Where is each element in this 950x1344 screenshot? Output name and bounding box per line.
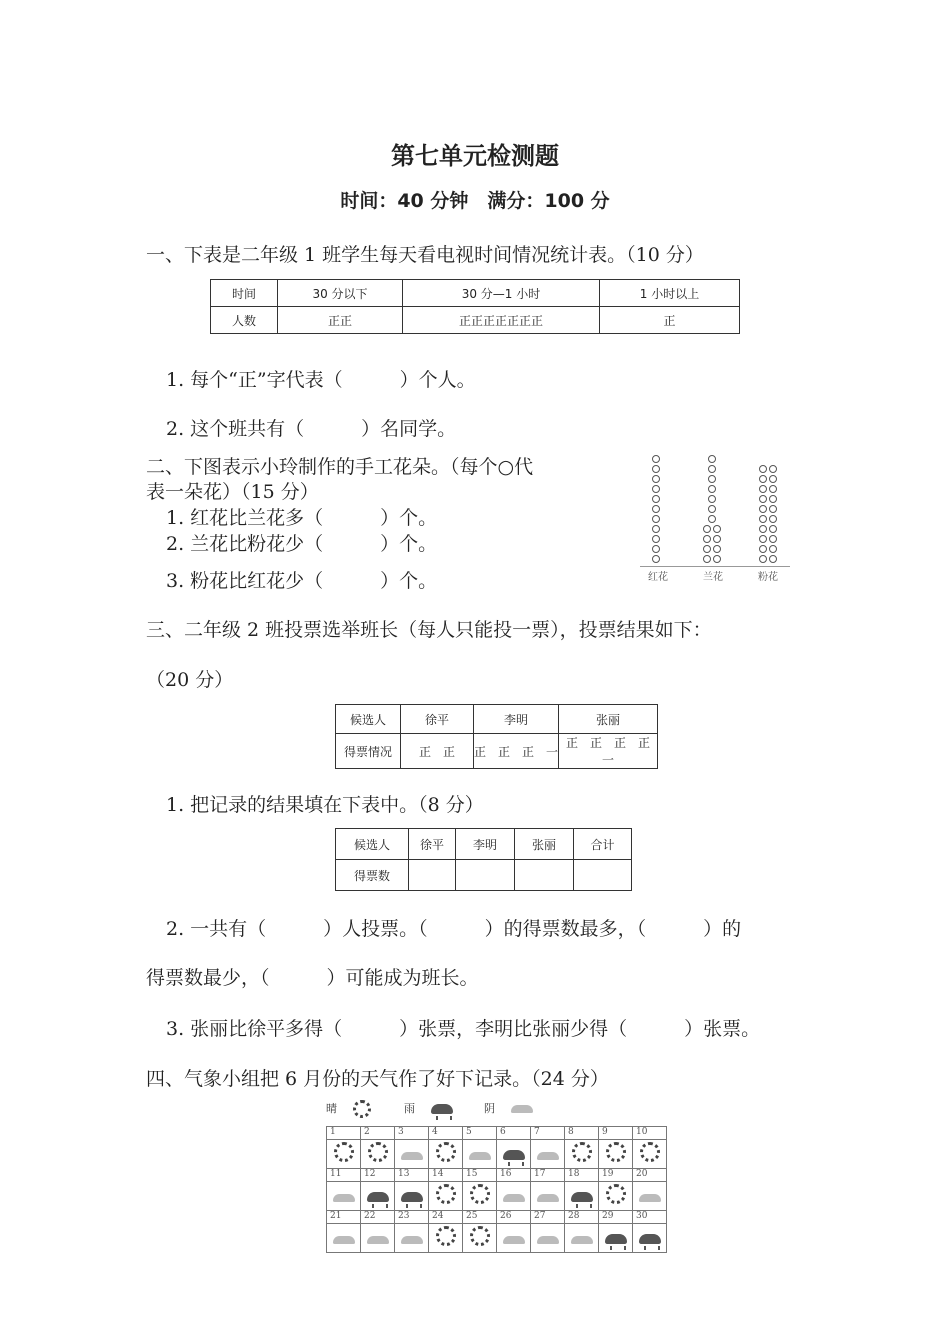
flower-dot xyxy=(652,475,660,483)
flower-dot-row xyxy=(759,525,777,533)
flower-dot xyxy=(652,455,660,463)
flower-dot xyxy=(759,535,767,543)
sun-icon xyxy=(606,1142,626,1162)
blue-flower-column xyxy=(700,453,724,563)
day-number: 27 xyxy=(531,1211,565,1224)
tv-table-header-cell: 时间 xyxy=(211,280,278,307)
day-weather xyxy=(429,1140,463,1169)
sun-icon xyxy=(436,1226,456,1246)
q3-sub2-line1: 2. 一共有（ ）人投票。（ ）的得票数最多，（ ）的 xyxy=(166,918,742,940)
sun-icon xyxy=(572,1142,592,1162)
flower-dot xyxy=(759,525,767,533)
day-number: 25 xyxy=(463,1211,497,1224)
day-number: 23 xyxy=(395,1211,429,1224)
flower-dot xyxy=(769,525,777,533)
cloud-icon xyxy=(333,1194,355,1202)
q4-heading: 四、气象小组把 6 月份的天气作了好下记录。（24 分） xyxy=(146,1068,609,1090)
day-weather xyxy=(633,1182,667,1211)
cloud-icon xyxy=(367,1236,389,1244)
flower-dot-row xyxy=(703,555,721,563)
flower-dot-row xyxy=(703,535,721,543)
tv-table-header-cell: 30 分以下 xyxy=(278,280,403,307)
cloud-icon xyxy=(537,1194,559,1202)
cloud-icon xyxy=(503,1236,525,1244)
tv-table-cell: 正正 xyxy=(278,307,403,334)
sun-icon xyxy=(334,1142,354,1162)
day-number: 8 xyxy=(565,1127,599,1140)
day-number: 16 xyxy=(497,1169,531,1182)
q2-heading-line2: 表一朵花）（15 分） xyxy=(146,481,319,503)
cloud-icon xyxy=(537,1152,559,1160)
day-weather xyxy=(497,1182,531,1211)
q2-sub3: 3. 粉花比红花少（ ）个。 xyxy=(166,570,438,592)
day-number: 5 xyxy=(463,1127,497,1140)
tally-cell: 正 正 正 一 xyxy=(474,734,559,769)
rain-cloud-icon xyxy=(401,1192,423,1202)
count-header-cell: 徐平 xyxy=(409,829,456,860)
red-flower-column xyxy=(644,453,668,563)
tally-cell: 正 正 正 正 一 xyxy=(559,734,658,769)
day-number: 1 xyxy=(327,1127,361,1140)
flower-dot xyxy=(703,555,711,563)
flower-dot-row xyxy=(703,525,721,533)
flower-dot xyxy=(759,465,767,473)
day-weather xyxy=(497,1224,531,1253)
q3-sub1: 1. 把记录的结果填在下表中。（8 分） xyxy=(166,794,484,816)
flower-dot xyxy=(708,515,716,523)
flower-dot-row xyxy=(759,535,777,543)
flower-dot xyxy=(652,555,660,563)
day-weather xyxy=(633,1224,667,1253)
day-number: 2 xyxy=(361,1127,395,1140)
sun-icon xyxy=(436,1184,456,1204)
count-header-cell: 合计 xyxy=(574,829,632,860)
flower-dot xyxy=(759,485,767,493)
day-weather xyxy=(565,1224,599,1253)
tally-header-cell: 徐平 xyxy=(401,705,474,734)
cloud-icon xyxy=(571,1236,593,1244)
flower-dot xyxy=(708,465,716,473)
day-number: 22 xyxy=(361,1211,395,1224)
flower-dot xyxy=(713,545,721,553)
rain-cloud-icon xyxy=(431,1104,453,1114)
flower-dot xyxy=(703,535,711,543)
day-weather xyxy=(429,1182,463,1211)
page-subtitle: 时间：40 分钟 满分：100 分 xyxy=(340,190,610,212)
flower-dot xyxy=(759,555,767,563)
legend-rain-label: 雨 xyxy=(404,1102,415,1115)
tv-table-header-cell: 1 小时以上 xyxy=(600,280,740,307)
day-number: 6 xyxy=(497,1127,531,1140)
day-number: 29 xyxy=(599,1211,633,1224)
rain-cloud-icon xyxy=(639,1234,661,1244)
cloud-icon xyxy=(401,1152,423,1160)
flower-dot xyxy=(708,475,716,483)
day-weather xyxy=(361,1182,395,1211)
count-blank-cell[interactable] xyxy=(456,860,515,891)
day-number: 26 xyxy=(497,1211,531,1224)
day-weather xyxy=(531,1140,565,1169)
count-blank-cell[interactable] xyxy=(409,860,456,891)
count-row-label: 得票数 xyxy=(336,860,409,891)
sun-icon xyxy=(436,1142,456,1162)
flower-dot xyxy=(708,505,716,513)
q3-heading-line2: （20 分） xyxy=(146,669,234,691)
day-weather xyxy=(599,1224,633,1253)
tally-header-cell: 张丽 xyxy=(559,705,658,734)
day-weather xyxy=(633,1140,667,1169)
pink-flower-label: 粉花 xyxy=(758,572,778,583)
flower-dot xyxy=(708,485,716,493)
flower-dot xyxy=(703,525,711,533)
flower-dot-row xyxy=(759,465,777,473)
cloud-icon xyxy=(333,1236,355,1244)
q1-sub1: 1. 每个“正”字代表（ ）个人。 xyxy=(166,369,476,391)
day-number: 20 xyxy=(633,1169,667,1182)
day-number: 21 xyxy=(327,1211,361,1224)
count-blank-cell[interactable] xyxy=(515,860,574,891)
rain-cloud-icon xyxy=(605,1234,627,1244)
day-weather xyxy=(599,1182,633,1211)
legend-sunny-label: 晴 xyxy=(326,1102,337,1115)
day-weather xyxy=(497,1140,531,1169)
day-weather xyxy=(463,1182,497,1211)
flower-dot-row xyxy=(759,545,777,553)
flower-dot xyxy=(713,535,721,543)
flower-dot xyxy=(759,495,767,503)
day-weather xyxy=(395,1224,429,1253)
day-weather xyxy=(531,1182,565,1211)
flower-dot xyxy=(769,475,777,483)
tv-time-table xyxy=(210,279,740,334)
day-weather xyxy=(361,1140,395,1169)
q2-sub1: 1. 红花比兰花多（ ）个。 xyxy=(166,507,438,529)
day-weather xyxy=(531,1224,565,1253)
day-number: 28 xyxy=(565,1211,599,1224)
q1-heading: 一、下表是二年级 1 班学生每天看电视时间情况统计表。（10 分） xyxy=(146,244,704,266)
tally-header-cell: 李明 xyxy=(474,705,559,734)
flower-dot xyxy=(759,545,767,553)
day-weather xyxy=(327,1182,361,1211)
weather-calendar xyxy=(326,1126,667,1253)
flower-dot xyxy=(769,465,777,473)
day-weather xyxy=(361,1224,395,1253)
count-blank-cell[interactable] xyxy=(574,860,632,891)
day-weather xyxy=(429,1224,463,1253)
flower-dot-row xyxy=(759,515,777,523)
day-number: 4 xyxy=(429,1127,463,1140)
vote-count-table xyxy=(335,828,632,891)
tally-cell: 正 正 xyxy=(401,734,474,769)
flower-dot xyxy=(652,535,660,543)
pink-flower-column xyxy=(756,463,780,563)
flower-dot xyxy=(652,505,660,513)
count-header-cell: 候选人 xyxy=(336,829,409,860)
flower-pictograph xyxy=(640,470,790,585)
page-title: 第七单元检测题 xyxy=(391,142,559,170)
q2-sub2: 2. 兰花比粉花少（ ）个。 xyxy=(166,533,438,555)
day-weather xyxy=(327,1224,361,1253)
q1-sub2: 2. 这个班共有（ ）名同学。 xyxy=(166,418,457,440)
day-number: 10 xyxy=(633,1127,667,1140)
cloud-icon xyxy=(537,1236,559,1244)
sun-icon xyxy=(606,1184,626,1204)
day-weather xyxy=(599,1140,633,1169)
flower-dot-row xyxy=(759,485,777,493)
day-number: 13 xyxy=(395,1169,429,1182)
flower-dot xyxy=(769,505,777,513)
pictograph-baseline xyxy=(640,566,790,567)
flower-dot xyxy=(713,555,721,563)
q3-heading-line1: 三、二年级 2 班投票选举班长（每人只能投一票），投票结果如下： xyxy=(146,619,712,641)
vote-tally-table xyxy=(335,704,663,769)
sun-icon xyxy=(368,1142,388,1162)
day-weather xyxy=(463,1140,497,1169)
day-number: 18 xyxy=(565,1169,599,1182)
day-number: 11 xyxy=(327,1169,361,1182)
day-number: 9 xyxy=(599,1127,633,1140)
day-number: 24 xyxy=(429,1211,463,1224)
flower-dot xyxy=(769,545,777,553)
sun-icon xyxy=(470,1184,490,1204)
day-number: 19 xyxy=(599,1169,633,1182)
sun-icon xyxy=(470,1226,490,1246)
flower-dot xyxy=(652,495,660,503)
rain-cloud-icon xyxy=(503,1150,525,1160)
day-number: 30 xyxy=(633,1211,667,1224)
day-number: 17 xyxy=(531,1169,565,1182)
tally-cell: 得票情况 xyxy=(336,734,401,769)
flower-dot-row xyxy=(703,545,721,553)
cloud-icon xyxy=(401,1236,423,1244)
count-header-cell: 张丽 xyxy=(515,829,574,860)
flower-dot xyxy=(708,495,716,503)
blue-flower-label: 兰花 xyxy=(703,572,723,583)
cloud-icon xyxy=(469,1152,491,1160)
flower-dot xyxy=(703,545,711,553)
sun-icon xyxy=(353,1100,371,1118)
flower-dot xyxy=(759,505,767,513)
count-header-cell: 李明 xyxy=(456,829,515,860)
sun-icon xyxy=(640,1142,660,1162)
flower-dot xyxy=(769,495,777,503)
tally-header-cell: 候选人 xyxy=(336,705,401,734)
day-weather xyxy=(395,1182,429,1211)
flower-dot xyxy=(652,485,660,493)
tv-table-cell: 正正正正正正正 xyxy=(403,307,600,334)
tv-table-cell: 人数 xyxy=(211,307,278,334)
flower-dot xyxy=(759,515,767,523)
rain-cloud-icon xyxy=(571,1192,593,1202)
flower-dot-row xyxy=(759,555,777,563)
flower-dot xyxy=(652,515,660,523)
day-number: 14 xyxy=(429,1169,463,1182)
flower-dot xyxy=(713,525,721,533)
flower-dot-row xyxy=(759,495,777,503)
cloud-icon xyxy=(511,1105,533,1113)
red-flower-label: 红花 xyxy=(648,572,668,583)
day-number: 3 xyxy=(395,1127,429,1140)
flower-dot xyxy=(652,465,660,473)
q2-heading-line1: 二、下图表示小玲制作的手工花朵。（每个○代 xyxy=(146,456,534,478)
day-weather xyxy=(463,1224,497,1253)
day-weather xyxy=(565,1140,599,1169)
day-weather xyxy=(327,1140,361,1169)
flower-dot xyxy=(759,475,767,483)
flower-dot xyxy=(769,555,777,563)
flower-dot-row xyxy=(759,475,777,483)
flower-dot-row xyxy=(759,505,777,513)
q3-sub3: 3. 张丽比徐平多得（ ）张票，李明比张丽少得（ ）张票。 xyxy=(166,1018,761,1040)
day-number: 12 xyxy=(361,1169,395,1182)
q3-sub2-line2: 得票数最少，（ ）可能成为班长。 xyxy=(146,967,479,989)
flower-dot xyxy=(652,545,660,553)
flower-dot xyxy=(769,485,777,493)
tv-table-cell: 正 xyxy=(600,307,740,334)
flower-dot xyxy=(708,455,716,463)
day-number: 7 xyxy=(531,1127,565,1140)
day-weather xyxy=(395,1140,429,1169)
rain-cloud-icon xyxy=(367,1192,389,1202)
flower-dot xyxy=(652,525,660,533)
tv-table-header-cell: 30 分—1 小时 xyxy=(403,280,600,307)
day-weather xyxy=(565,1182,599,1211)
legend-cloudy-label: 阴 xyxy=(484,1102,495,1115)
cloud-icon xyxy=(639,1194,661,1202)
cloud-icon xyxy=(503,1194,525,1202)
flower-dot xyxy=(769,535,777,543)
flower-dot xyxy=(769,515,777,523)
day-number: 15 xyxy=(463,1169,497,1182)
weather-legend xyxy=(326,1100,533,1118)
